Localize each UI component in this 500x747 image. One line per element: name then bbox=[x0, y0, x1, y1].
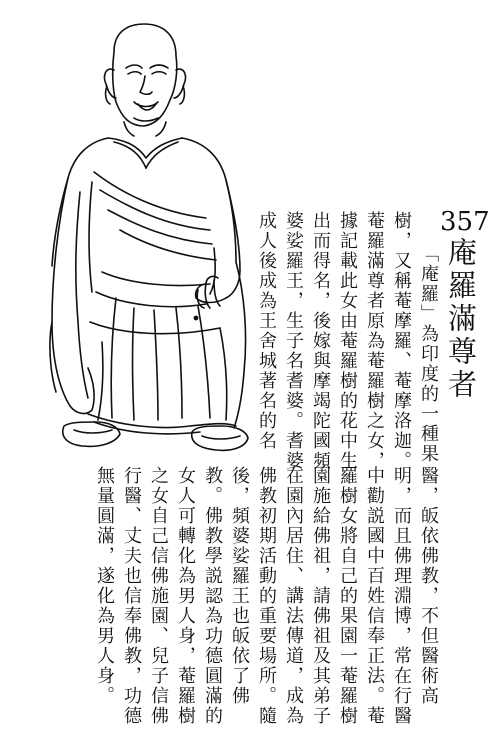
text-column: 佛教初期活動的重要場所。隨 bbox=[256, 466, 277, 726]
text-column: 「庵羅」為印度的一種果 bbox=[418, 244, 439, 464]
text-column: 之女自己信佛施園、兒子信佛 bbox=[148, 466, 169, 726]
text-column: 醫，皈依佛教，不但醫術高 bbox=[418, 466, 439, 706]
text-column: 成人後成為王舍城著名的名 bbox=[256, 211, 277, 451]
text-column: 出而得名，後嫁與摩竭陀國頻 bbox=[310, 211, 331, 471]
text-column: 行醫、丈夫也信奉佛教，功德 bbox=[121, 466, 142, 726]
text-column: 後，頻婆娑羅王也皈依了佛 bbox=[229, 466, 250, 706]
arhat-illustration bbox=[30, 22, 280, 454]
text-column: 羅樹女將自己的果園一菴羅樹 bbox=[337, 466, 358, 726]
text-column: 園施給佛祖，請佛祖及其弟子 bbox=[310, 466, 331, 726]
text-column: 菴羅滿尊者原為菴羅樹之女， bbox=[364, 211, 385, 471]
text-column: 在園內居住、講法傳道，成為 bbox=[283, 466, 304, 726]
text-column: 中勸説國中百姓信奉正法。菴 bbox=[364, 466, 385, 726]
entry-number: 357 bbox=[440, 207, 490, 237]
text-column: 教。佛教學説認為功德圓滿的 bbox=[202, 466, 223, 726]
text-column: 明，而且佛理淵博，常在行醫 bbox=[391, 466, 412, 726]
text-column: 據記載此女由菴羅樹的花中生 bbox=[337, 211, 358, 471]
text-column: 樹，又稱菴摩羅、菴摩洛迦。 bbox=[391, 211, 412, 471]
text-column: 無量圓滿，遂化為男人身。 bbox=[94, 466, 115, 706]
text-column: 女人可轉化為男人身，菴羅樹 bbox=[175, 466, 196, 726]
entry-title: 庵羅滿尊者 bbox=[444, 237, 478, 402]
text-column: 婆娑羅王，生子名耆婆。耆婆 bbox=[283, 211, 304, 471]
